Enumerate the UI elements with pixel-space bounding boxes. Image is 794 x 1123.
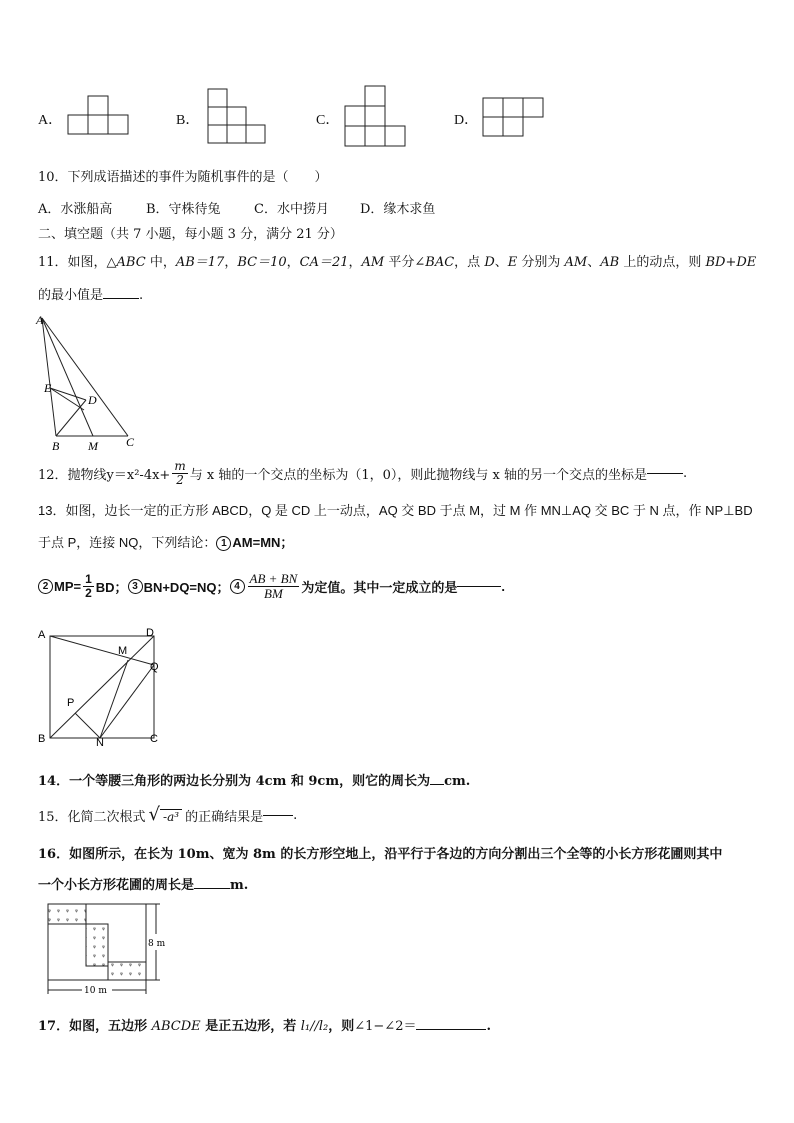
q13-fig-n: N <box>96 737 104 749</box>
q13-fig-d: D <box>146 627 154 639</box>
q13-fig-c: C <box>150 733 158 745</box>
q13-fig-m: M <box>118 645 128 657</box>
q13-fig-b: B <box>38 733 46 745</box>
q9-option-b-figure <box>208 89 266 147</box>
q13-line1: 13．如图，边长一定的正方形 ABCD，Q 是 CD 上一动点，AQ 交 BD 于点 M，过 M 作 MN⊥AQ 交 BC 于 N 点，作 NP⊥BD <box>38 503 753 518</box>
q16-fig-width: 10 m <box>84 986 107 996</box>
q13-figure <box>36 627 166 749</box>
q13-answer-blank[interactable] <box>457 586 501 587</box>
q11-fig-a: A <box>36 313 44 327</box>
q9-option-a-label: A． <box>38 113 63 128</box>
q16-answer-blank[interactable] <box>194 888 230 889</box>
q11-fig-c: C <box>126 435 135 449</box>
q11-fig-b: B <box>52 439 60 453</box>
q13-fig-a: A <box>38 629 46 641</box>
q10-option-a: A．水涨船高 <box>38 202 113 217</box>
q11-fig-m: M <box>88 439 98 453</box>
q10-option-d: D．缘木求鱼 <box>360 202 436 217</box>
section-title: 二、填空题（共 7 小题，每小题 3 分，满分 21 分） <box>38 227 343 242</box>
q14-line: 14．一个等腰三角形的两边长分别为 4cm 和 9cm，则它的周长为 cm. <box>38 774 471 789</box>
q16-figure <box>38 898 168 998</box>
q10-option-b: B．守株待兔 <box>146 202 221 217</box>
q11-answer-blank[interactable] <box>103 298 139 299</box>
q11-line2: 的最小值是 . <box>38 288 144 303</box>
q16-line1: 16．如图所示，在长为 10m、宽为 8m 的长方形空地上，沿平行于各边的方向分割出三个全等的小长方形花圃则其中 <box>38 847 723 862</box>
q9-option-c-label: C． <box>316 113 340 128</box>
q14-answer-blank[interactable] <box>430 784 444 785</box>
q11-fig-d: D <box>88 393 97 407</box>
q13-line2: 于点 P，连接 NQ，下列结论： <box>38 535 217 550</box>
q16-line2: 一个小长方形花圃的周长是 m. <box>38 878 249 893</box>
q9-option-d-figure <box>483 98 545 138</box>
q12-line: 12．抛物线 y＝x²-4x+ $\frac{m}{2}$ 与 x 轴的一个交点的坐标为（1，0），则此抛物线与 x 轴的另一个交点的坐标是 . <box>38 458 688 487</box>
q17-line: 17．如图，五边形 ABCDE 是正五边形，若 l₁//l₂，则∠1−∠2＝ . <box>38 1019 492 1034</box>
q9-option-b-label: B． <box>176 113 200 128</box>
q13-conclusion-1: 1 AM=MN； <box>38 532 293 551</box>
q11-fig-e: E <box>44 381 52 395</box>
q15-radical: √ -a³ <box>149 806 183 824</box>
q12-answer-blank[interactable] <box>647 473 683 474</box>
q9-option-d-label: D． <box>454 113 479 128</box>
q10-option-c: C．水中捞月 <box>254 202 329 217</box>
q9-option-c-figure <box>345 86 407 148</box>
q17-answer-blank[interactable] <box>416 1029 486 1030</box>
q13-conclusions-2-4: 2 MP= $\frac{1}{2}$ BD； 3 BN+DQ=NQ； 4 $\frac{AB + BN}{BM}$ 为定值。其中一定成立的是 . <box>38 566 505 606</box>
q15-answer-blank[interactable] <box>263 815 293 816</box>
q15-line: 15．化简二次根式 √ -a³ 的正确结果是 . <box>38 804 298 825</box>
q13-fig-q: Q <box>150 661 159 673</box>
q9-option-a-figure <box>68 96 130 136</box>
q13-fig-p: P <box>67 697 75 709</box>
q16-fig-height: 8 m <box>148 939 166 949</box>
q11-line1: 11．如图，△ABC 中，AB＝17，BC＝10，CA＝21，AM 平分∠BAC，点 D、E 分别为 AM、AB 上的动点，则 BD+DE <box>38 255 757 270</box>
q11-figure <box>36 312 146 453</box>
q10-stem: 10．下列成语描述的事件为随机事件的是（ ） <box>38 170 328 185</box>
